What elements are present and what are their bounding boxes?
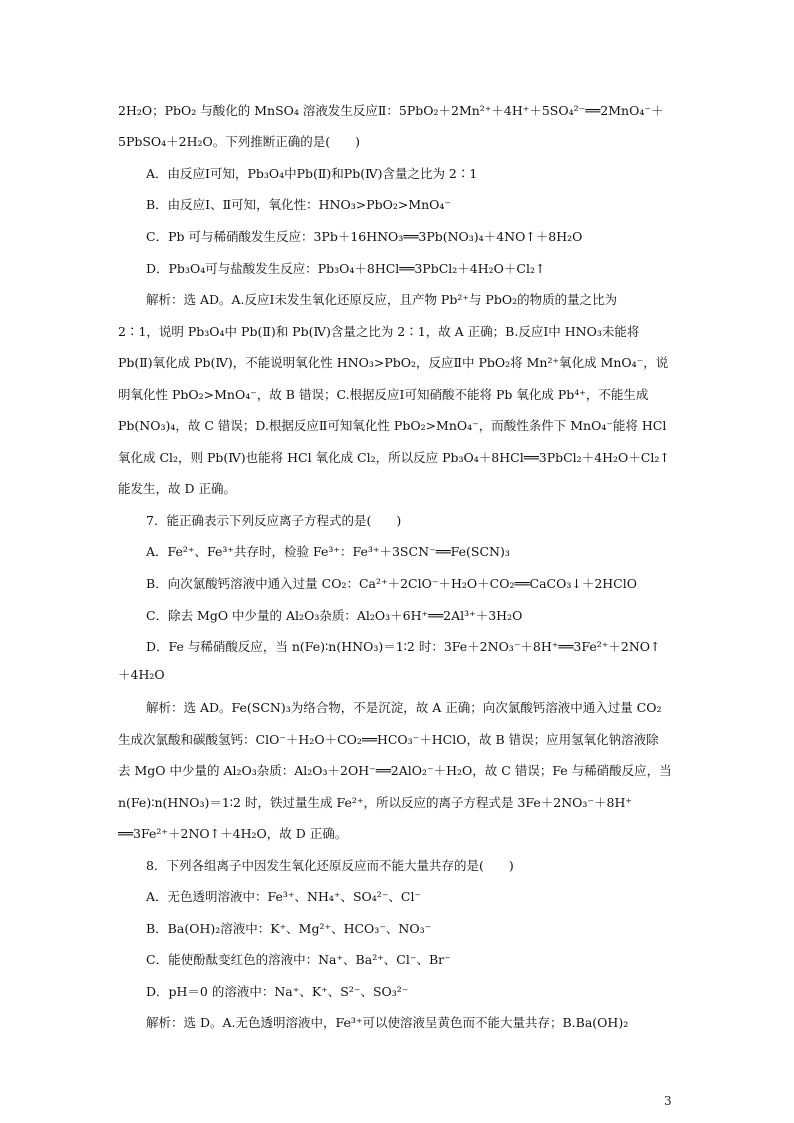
- text-line: ＋4H₂O: [118, 667, 165, 682]
- text-line: 明氧化性 PbO₂>MnO₄⁻，故 B 错误；C.根据反应Ⅰ可知硝酸不能将 Pb 氧化成 Pb⁴⁺，不能生成: [118, 387, 649, 402]
- option-a-line: A．Fe²⁺、Fe³⁺共存时，检验 Fe³⁺：Fe³⁺＋3SCN⁻══Fe(SCN)₃: [146, 544, 510, 559]
- option-a-line: A．无色透明溶液中：Fe³⁺、NH₄⁺、SO₄²⁻、Cl⁻: [146, 889, 422, 904]
- option-d-line: D．Fe 与稀硝酸反应，当 n(Fe)∶n(HNO₃)＝1∶2 时：3Fe＋2NO₃⁻＋8H⁺══3Fe²⁺＋2NO↑: [146, 639, 661, 654]
- text-line: 2∶1，说明 Pb₃O₄中 Pb(Ⅱ)和 Pb(Ⅳ)含量之比为 2∶1，故 A 正确；B.反应Ⅰ中 HNO₃未能将: [118, 324, 640, 339]
- text-line: ══3Fe²⁺＋2NO↑＋4H₂O，故 D 正确。: [118, 826, 348, 841]
- text-line: 2H₂O；PbO₂ 与酸化的 MnSO₄ 溶液发生反应Ⅱ：5PbO₂＋2Mn²⁺＋4H⁺＋5SO₄²⁻══2MnO₄⁻＋: [118, 103, 664, 118]
- option-d-line: D．pH＝0 的溶液中：Na⁺、K⁺、S²⁻、SO₃²⁻: [146, 984, 409, 999]
- option-c-line: C．除去 MgO 中少量的 Al₂O₃杂质：Al₂O₃＋6H⁺══2Al³⁺＋3H₂O: [146, 608, 523, 623]
- text-line: 5PbSO₄＋2H₂O。下列推断正确的是( ): [118, 134, 361, 149]
- option-d-line: D．Pb₃O₄可与盐酸发生反应：Pb₃O₄＋8HCl══3PbCl₂＋4H₂O＋Cl₂↑: [146, 261, 546, 276]
- option-b-line: B．向次氯酸钙溶液中通入过量 CO₂：Ca²⁺＋2ClO⁻＋H₂O＋CO₂══CaCO₃↓＋2HClO: [146, 576, 637, 591]
- text-line: Pb(Ⅱ)氧化成 Pb(Ⅳ)，不能说明氧化性 HNO₃>PbO₂，反应Ⅱ中 PbO₂将 Mn²⁺氧化成 MnO₄⁻，说: [118, 355, 669, 370]
- page-number: 3: [664, 1094, 672, 1108]
- text-line: 生成次氯酸和碳酸氢钙：ClO⁻＋H₂O＋CO₂══HCO₃⁻＋HClO，故 B 错误；应用氢氧化钠溶液除: [118, 732, 659, 747]
- question-7-stem: 7．能正确表示下列反应离子方程式的是( ): [146, 513, 402, 528]
- text-line: n(Fe)∶n(HNO₃)＝1∶2 时，铁过量生成 Fe²⁺，所以反应的离子方程式是 3Fe＋2NO₃⁻＋8H⁺: [118, 795, 632, 810]
- analysis-line: 解析：选 D。A.无色透明溶液中，Fe³⁺可以使溶液呈黄色而不能大量共存；B.Ba(OH)₂: [146, 1015, 629, 1030]
- text-line: 能发生，故 D 正确。: [118, 481, 236, 496]
- analysis-line: 解析：选 AD。A.反应Ⅰ未发生氧化还原反应，且产物 Pb²⁺与 PbO₂的物质的量之比为: [146, 292, 618, 307]
- option-c-line: C．Pb 可与稀硝酸发生反应：3Pb＋16HNO₃══3Pb(NO₃)₄＋4NO↑＋8H₂O: [146, 229, 583, 244]
- option-b-line: B．由反应Ⅰ、Ⅱ可知，氧化性：HNO₃>PbO₂>MnO₄⁻: [146, 197, 452, 212]
- option-c-line: C．能使酚酞变红色的溶液中：Na⁺、Ba²⁺、Cl⁻、Br⁻: [146, 952, 451, 967]
- option-a-line: A．由反应Ⅰ可知，Pb₃O₄中Pb(Ⅱ)和Pb(Ⅳ)含量之比为 2∶1: [146, 166, 478, 181]
- text-line: 氧化成 Cl₂，则 Pb(Ⅳ)也能将 HCl 氧化成 Cl₂，所以反应 Pb₃O₄＋8HCl══3PbCl₂＋4H₂O＋Cl₂↑: [118, 450, 670, 465]
- text-line: Pb(NO₃)₄，故 C 错误；D.根据反应Ⅱ可知氧化性 PbO₂>MnO₄⁻，而酸性条件下 MnO₄⁻能将 HCl: [118, 418, 667, 433]
- option-b-line: B．Ba(OH)₂溶液中：K⁺、Mg²⁺、HCO₃⁻、NO₃⁻: [146, 921, 432, 936]
- question-8-stem: 8．下列各组离子中因发生氧化还原反应而不能大量共存的是( ): [146, 858, 514, 873]
- text-line: 去 MgO 中少量的 Al₂O₃杂质：Al₂O₃＋2OH⁻══2AlO₂⁻＋H₂O，故 C 错误；Fe 与稀硝酸反应，当: [118, 763, 672, 778]
- analysis-line: 解析：选 AD。Fe(SCN)₃为络合物，不是沉淀，故 A 正确；向次氯酸钙溶液中通入过量 CO₂: [146, 700, 662, 715]
